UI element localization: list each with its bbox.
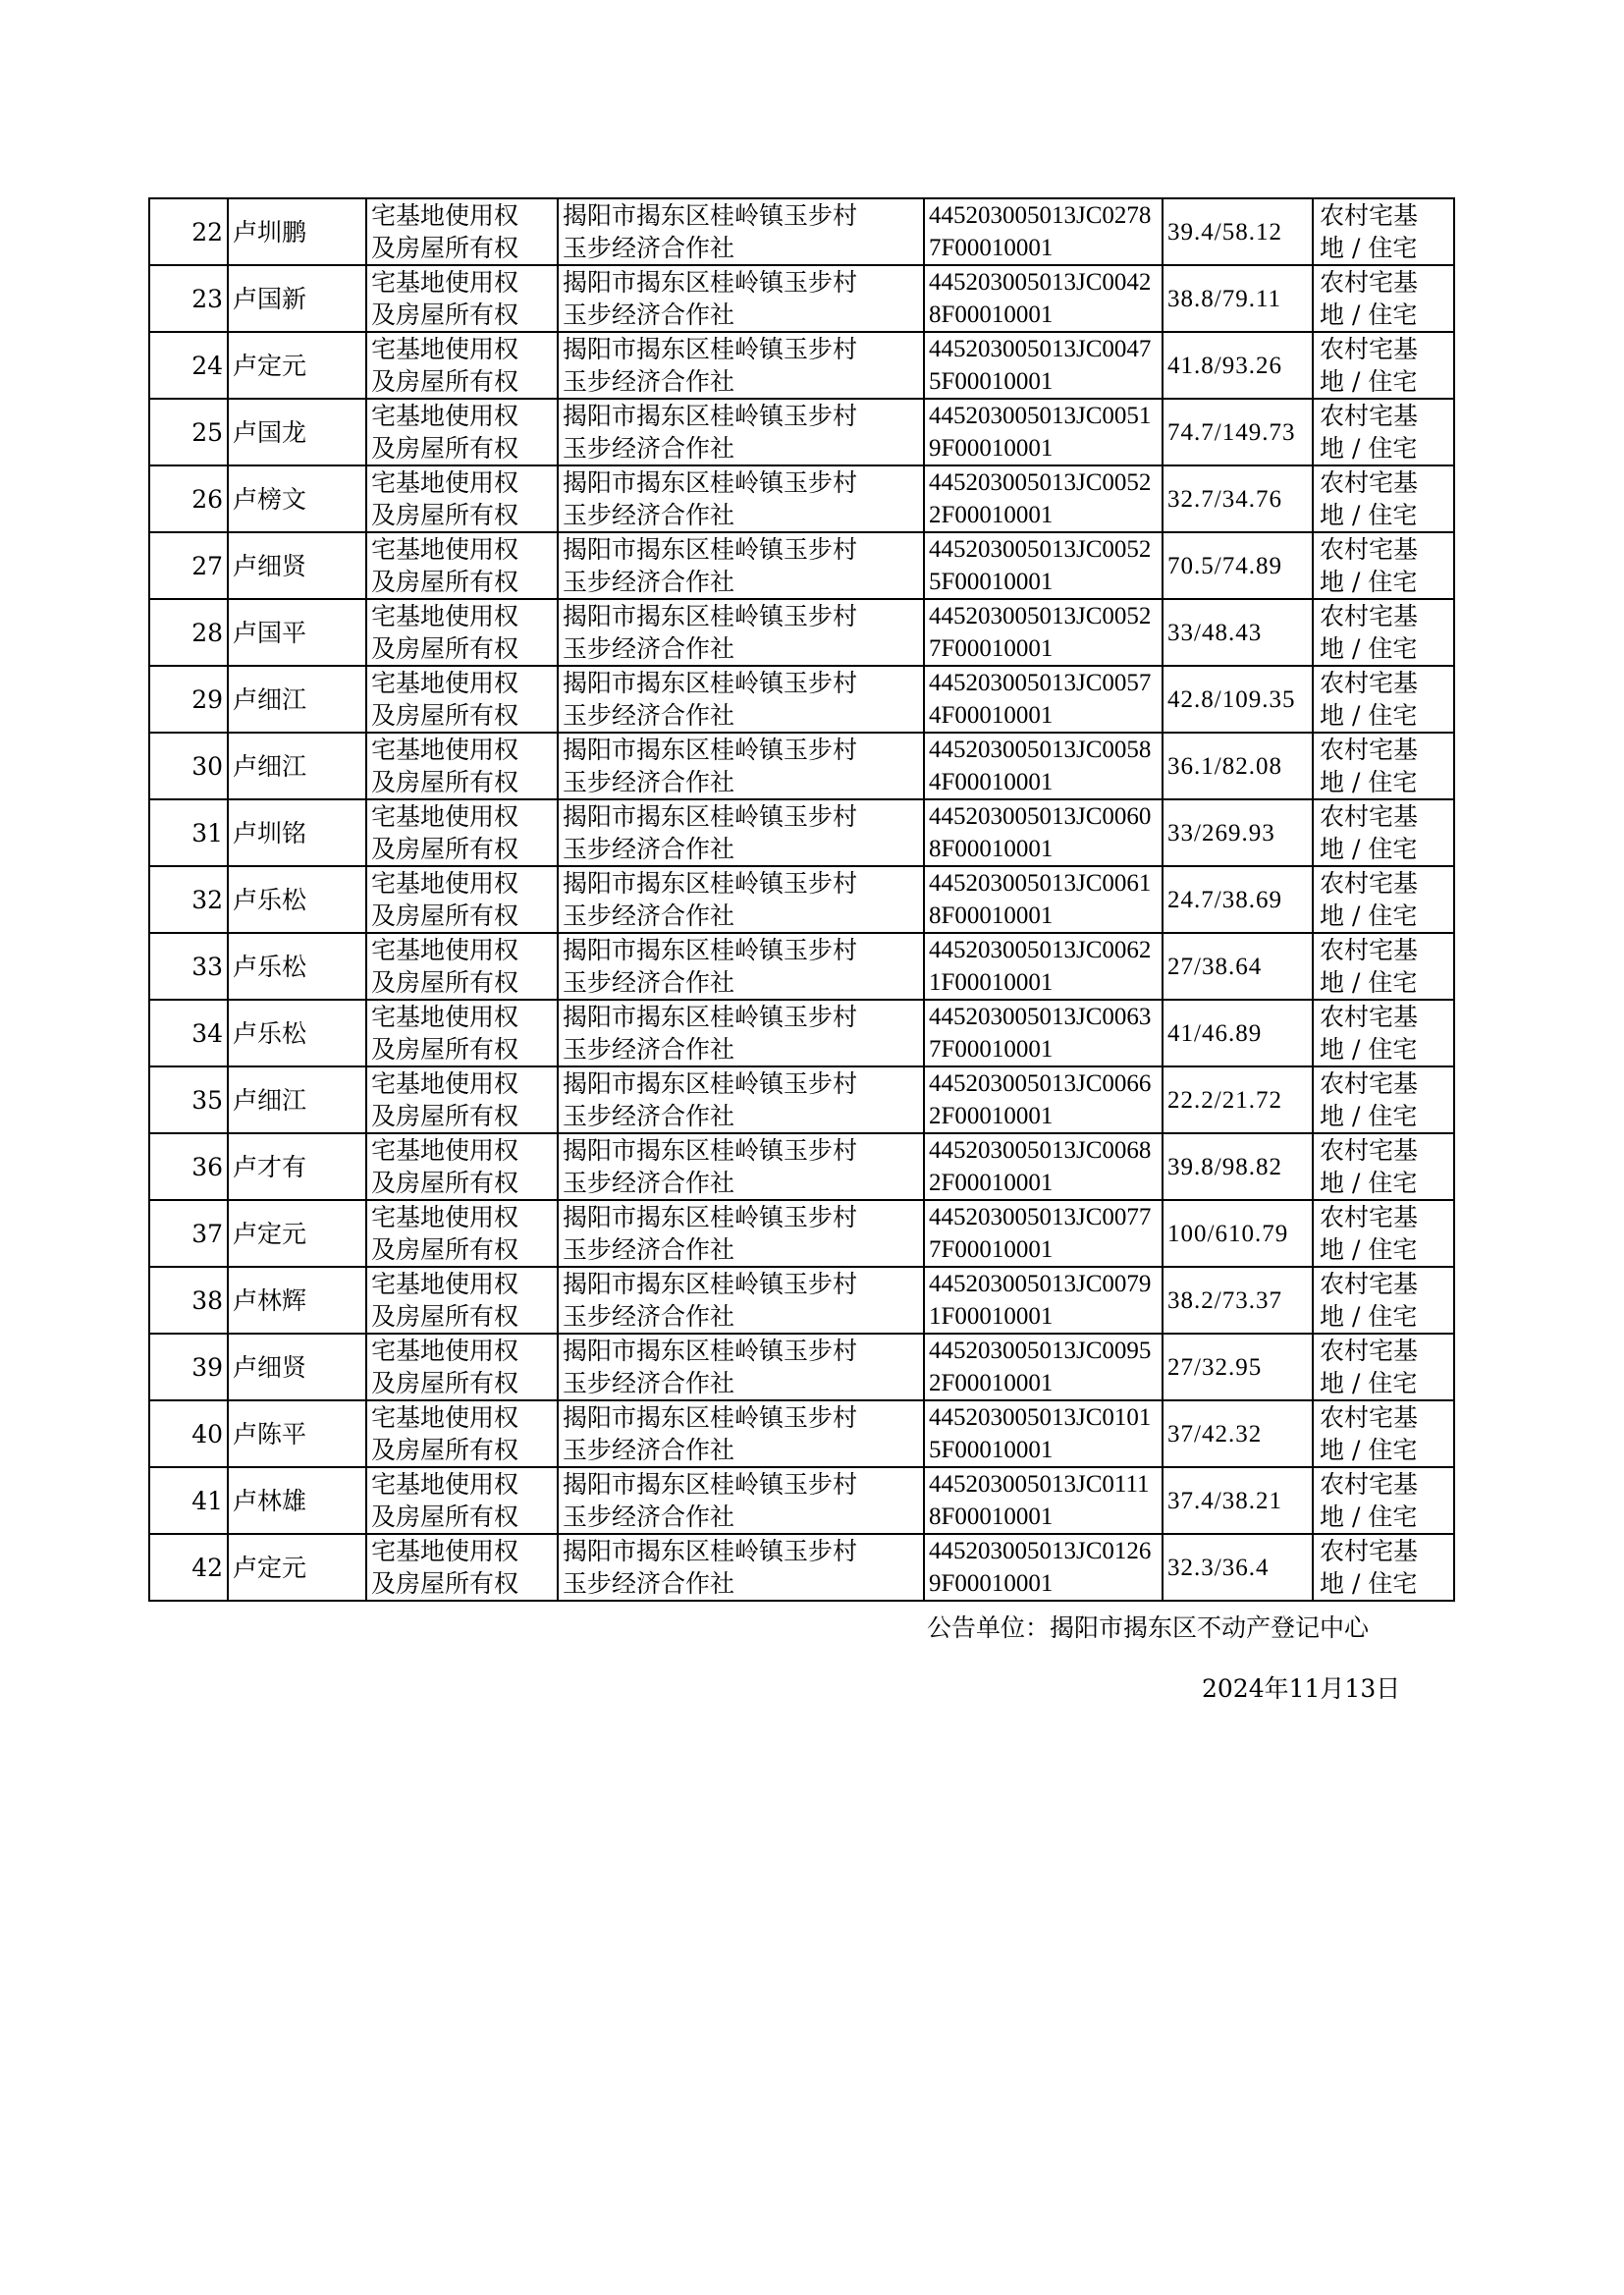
table-row — [149, 799, 1454, 866]
area-value: 22.2/21.72 — [1163, 1066, 1313, 1133]
land-owner: 揭阳市揭东区桂岭镇玉步村 玉步经济合作社 — [558, 1267, 924, 1334]
records-table — [148, 197, 1455, 1602]
owner-name: 卢国龙 — [228, 399, 366, 465]
announcing-unit: 公告单位：揭阳市揭东区不动产登记中心 — [927, 1613, 1370, 1642]
owner-name: 卢细江 — [228, 1066, 366, 1133]
right-type: 宅基地使用权 及房屋所有权 — [366, 265, 558, 332]
unit-code: 445203005013JC00525F00010001 — [924, 532, 1163, 599]
right-type: 宅基地使用权 及房屋所有权 — [366, 1267, 558, 1334]
row-number: 35 — [149, 1066, 228, 1133]
area-value: 74.7/149.73 — [1163, 399, 1313, 465]
right-type: 宅基地使用权 及房屋所有权 — [366, 198, 558, 265]
right-type: 宅基地使用权 及房屋所有权 — [366, 866, 558, 933]
area-value: 36.1/82.08 — [1163, 733, 1313, 799]
area-value: 100/610.79 — [1163, 1200, 1313, 1267]
table-row — [149, 1267, 1454, 1334]
table-row — [149, 1000, 1454, 1066]
row-number: 32 — [149, 866, 228, 933]
table-row — [149, 866, 1454, 933]
table-row — [149, 1467, 1454, 1534]
area-value: 37.4/38.21 — [1163, 1467, 1313, 1534]
area-value: 39.8/98.82 — [1163, 1133, 1313, 1200]
unit-code: 445203005013JC00574F00010001 — [924, 666, 1163, 733]
row-number: 38 — [149, 1267, 228, 1334]
land-owner: 揭阳市揭东区桂岭镇玉步村 玉步经济合作社 — [558, 1000, 924, 1066]
area-value: 32.3/36.4 — [1163, 1534, 1313, 1601]
land-use: 农村宅基 地 / 住宅 — [1313, 198, 1454, 265]
land-use: 农村宅基 地 / 住宅 — [1313, 1267, 1454, 1334]
owner-name: 卢乐松 — [228, 866, 366, 933]
unit-code: 445203005013JC00608F00010001 — [924, 799, 1163, 866]
owner-name: 卢圳铭 — [228, 799, 366, 866]
land-owner: 揭阳市揭东区桂岭镇玉步村 玉步经济合作社 — [558, 332, 924, 399]
owner-name: 卢圳鹏 — [228, 198, 366, 265]
land-use: 农村宅基 地 / 住宅 — [1313, 265, 1454, 332]
unit-code: 445203005013JC01015F00010001 — [924, 1400, 1163, 1467]
unit-code: 445203005013JC00682F00010001 — [924, 1133, 1163, 1200]
unit-code: 445203005013JC00952F00010001 — [924, 1334, 1163, 1400]
area-value: 39.4/58.12 — [1163, 198, 1313, 265]
table-row — [149, 265, 1454, 332]
row-number: 29 — [149, 666, 228, 733]
row-number: 40 — [149, 1400, 228, 1467]
row-number: 33 — [149, 933, 228, 1000]
land-use: 农村宅基 地 / 住宅 — [1313, 666, 1454, 733]
owner-name: 卢细江 — [228, 733, 366, 799]
land-use: 农村宅基 地 / 住宅 — [1313, 1467, 1454, 1534]
table-row — [149, 1066, 1454, 1133]
land-owner: 揭阳市揭东区桂岭镇玉步村 玉步经济合作社 — [558, 666, 924, 733]
unit-code: 445203005013JC00637F00010001 — [924, 1000, 1163, 1066]
land-use: 农村宅基 地 / 住宅 — [1313, 1534, 1454, 1601]
land-owner: 揭阳市揭东区桂岭镇玉步村 玉步经济合作社 — [558, 599, 924, 666]
right-type: 宅基地使用权 及房屋所有权 — [366, 1334, 558, 1400]
land-owner: 揭阳市揭东区桂岭镇玉步村 玉步经济合作社 — [558, 799, 924, 866]
table-row — [149, 1133, 1454, 1200]
owner-name: 卢细贤 — [228, 532, 366, 599]
right-type: 宅基地使用权 及房屋所有权 — [366, 1133, 558, 1200]
row-number: 24 — [149, 332, 228, 399]
right-type: 宅基地使用权 及房屋所有权 — [366, 1400, 558, 1467]
unit-code: 445203005013JC00584F00010001 — [924, 733, 1163, 799]
land-use: 农村宅基 地 / 住宅 — [1313, 399, 1454, 465]
land-use: 农村宅基 地 / 住宅 — [1313, 332, 1454, 399]
right-type: 宅基地使用权 及房屋所有权 — [366, 599, 558, 666]
row-number: 30 — [149, 733, 228, 799]
land-use: 农村宅基 地 / 住宅 — [1313, 1066, 1454, 1133]
table-row — [149, 1334, 1454, 1400]
right-type: 宅基地使用权 及房屋所有权 — [366, 532, 558, 599]
owner-name: 卢才有 — [228, 1133, 366, 1200]
unit-code: 445203005013JC00522F00010001 — [924, 465, 1163, 532]
table-row — [149, 1400, 1454, 1467]
table-row — [149, 666, 1454, 733]
land-use: 农村宅基 地 / 住宅 — [1313, 1334, 1454, 1400]
unit-code: 445203005013JC00475F00010001 — [924, 332, 1163, 399]
unit-code: 445203005013JC00618F00010001 — [924, 866, 1163, 933]
right-type: 宅基地使用权 及房屋所有权 — [366, 733, 558, 799]
owner-name: 卢细江 — [228, 666, 366, 733]
land-owner: 揭阳市揭东区桂岭镇玉步村 玉步经济合作社 — [558, 532, 924, 599]
land-owner: 揭阳市揭东区桂岭镇玉步村 玉步经济合作社 — [558, 265, 924, 332]
right-type: 宅基地使用权 及房屋所有权 — [366, 465, 558, 532]
owner-name: 卢乐松 — [228, 933, 366, 1000]
owner-name: 卢国平 — [228, 599, 366, 666]
row-number: 37 — [149, 1200, 228, 1267]
owner-name: 卢乐松 — [228, 1000, 366, 1066]
area-value: 38.2/73.37 — [1163, 1267, 1313, 1334]
row-number: 42 — [149, 1534, 228, 1601]
unit-code: 445203005013JC01269F00010001 — [924, 1534, 1163, 1601]
owner-name: 卢定元 — [228, 1200, 366, 1267]
land-use: 农村宅基 地 / 住宅 — [1313, 866, 1454, 933]
land-use: 农村宅基 地 / 住宅 — [1313, 799, 1454, 866]
owner-name: 卢陈平 — [228, 1400, 366, 1467]
right-type: 宅基地使用权 及房屋所有权 — [366, 1000, 558, 1066]
table-row — [149, 1534, 1454, 1601]
land-owner: 揭阳市揭东区桂岭镇玉步村 玉步经济合作社 — [558, 1534, 924, 1601]
row-number: 26 — [149, 465, 228, 532]
table-row — [149, 733, 1454, 799]
land-owner: 揭阳市揭东区桂岭镇玉步村 玉步经济合作社 — [558, 1200, 924, 1267]
area-value: 37/42.32 — [1163, 1400, 1313, 1467]
announcement-date: 2024年11月13日 — [1202, 1674, 1401, 1703]
row-number: 25 — [149, 399, 228, 465]
land-use: 农村宅基 地 / 住宅 — [1313, 733, 1454, 799]
table-row — [149, 532, 1454, 599]
land-use: 农村宅基 地 / 住宅 — [1313, 933, 1454, 1000]
owner-name: 卢林辉 — [228, 1267, 366, 1334]
right-type: 宅基地使用权 及房屋所有权 — [366, 1467, 558, 1534]
table-row — [149, 933, 1454, 1000]
land-use: 农村宅基 地 / 住宅 — [1313, 1133, 1454, 1200]
row-number: 39 — [149, 1334, 228, 1400]
owner-name: 卢定元 — [228, 332, 366, 399]
land-owner: 揭阳市揭东区桂岭镇玉步村 玉步经济合作社 — [558, 1133, 924, 1200]
row-number: 27 — [149, 532, 228, 599]
row-number: 36 — [149, 1133, 228, 1200]
owner-name: 卢国新 — [228, 265, 366, 332]
area-value: 32.7/34.76 — [1163, 465, 1313, 532]
area-value: 27/38.64 — [1163, 933, 1313, 1000]
row-number: 41 — [149, 1467, 228, 1534]
owner-name: 卢榜文 — [228, 465, 366, 532]
area-value: 33/269.93 — [1163, 799, 1313, 866]
area-value: 38.8/79.11 — [1163, 265, 1313, 332]
land-owner: 揭阳市揭东区桂岭镇玉步村 玉步经济合作社 — [558, 399, 924, 465]
unit-code: 445203005013JC00527F00010001 — [924, 599, 1163, 666]
land-use: 农村宅基 地 / 住宅 — [1313, 599, 1454, 666]
unit-code: 445203005013JC02787F00010001 — [924, 198, 1163, 265]
land-owner: 揭阳市揭东区桂岭镇玉步村 玉步经济合作社 — [558, 465, 924, 532]
land-owner: 揭阳市揭东区桂岭镇玉步村 玉步经济合作社 — [558, 198, 924, 265]
land-use: 农村宅基 地 / 住宅 — [1313, 1400, 1454, 1467]
land-owner: 揭阳市揭东区桂岭镇玉步村 玉步经济合作社 — [558, 1467, 924, 1534]
row-number: 23 — [149, 265, 228, 332]
area-value: 42.8/109.35 — [1163, 666, 1313, 733]
table-body — [149, 198, 1454, 1601]
unit-code: 445203005013JC00777F00010001 — [924, 1200, 1163, 1267]
unit-code: 445203005013JC00621F00010001 — [924, 933, 1163, 1000]
area-value: 41/46.89 — [1163, 1000, 1313, 1066]
unit-code: 445203005013JC00428F00010001 — [924, 265, 1163, 332]
right-type: 宅基地使用权 及房屋所有权 — [366, 1534, 558, 1601]
right-type: 宅基地使用权 及房屋所有权 — [366, 666, 558, 733]
area-value: 24.7/38.69 — [1163, 866, 1313, 933]
land-use: 农村宅基 地 / 住宅 — [1313, 1200, 1454, 1267]
land-owner: 揭阳市揭东区桂岭镇玉步村 玉步经济合作社 — [558, 1334, 924, 1400]
right-type: 宅基地使用权 及房屋所有权 — [366, 799, 558, 866]
area-value: 33/48.43 — [1163, 599, 1313, 666]
table-row — [149, 1200, 1454, 1267]
table-row — [149, 332, 1454, 399]
land-owner: 揭阳市揭东区桂岭镇玉步村 玉步经济合作社 — [558, 1066, 924, 1133]
owner-name: 卢细贤 — [228, 1334, 366, 1400]
right-type: 宅基地使用权 及房屋所有权 — [366, 332, 558, 399]
row-number: 34 — [149, 1000, 228, 1066]
right-type: 宅基地使用权 及房屋所有权 — [366, 1200, 558, 1267]
table-row — [149, 465, 1454, 532]
unit-code: 445203005013JC01118F00010001 — [924, 1467, 1163, 1534]
row-number: 28 — [149, 599, 228, 666]
area-value: 41.8/93.26 — [1163, 332, 1313, 399]
land-use: 农村宅基 地 / 住宅 — [1313, 1000, 1454, 1066]
land-owner: 揭阳市揭东区桂岭镇玉步村 玉步经济合作社 — [558, 1400, 924, 1467]
table-row — [149, 399, 1454, 465]
right-type: 宅基地使用权 及房屋所有权 — [366, 399, 558, 465]
table-row — [149, 599, 1454, 666]
land-owner: 揭阳市揭东区桂岭镇玉步村 玉步经济合作社 — [558, 866, 924, 933]
row-number: 22 — [149, 198, 228, 265]
unit-code: 445203005013JC00791F00010001 — [924, 1267, 1163, 1334]
table-row — [149, 198, 1454, 265]
owner-name: 卢林雄 — [228, 1467, 366, 1534]
land-owner: 揭阳市揭东区桂岭镇玉步村 玉步经济合作社 — [558, 733, 924, 799]
right-type: 宅基地使用权 及房屋所有权 — [366, 933, 558, 1000]
row-number: 31 — [149, 799, 228, 866]
land-use: 农村宅基 地 / 住宅 — [1313, 465, 1454, 532]
area-value: 27/32.95 — [1163, 1334, 1313, 1400]
land-use: 农村宅基 地 / 住宅 — [1313, 532, 1454, 599]
owner-name: 卢定元 — [228, 1534, 366, 1601]
right-type: 宅基地使用权 及房屋所有权 — [366, 1066, 558, 1133]
unit-code: 445203005013JC00662F00010001 — [924, 1066, 1163, 1133]
land-owner: 揭阳市揭东区桂岭镇玉步村 玉步经济合作社 — [558, 933, 924, 1000]
area-value: 70.5/74.89 — [1163, 532, 1313, 599]
unit-code: 445203005013JC00519F00010001 — [924, 399, 1163, 465]
